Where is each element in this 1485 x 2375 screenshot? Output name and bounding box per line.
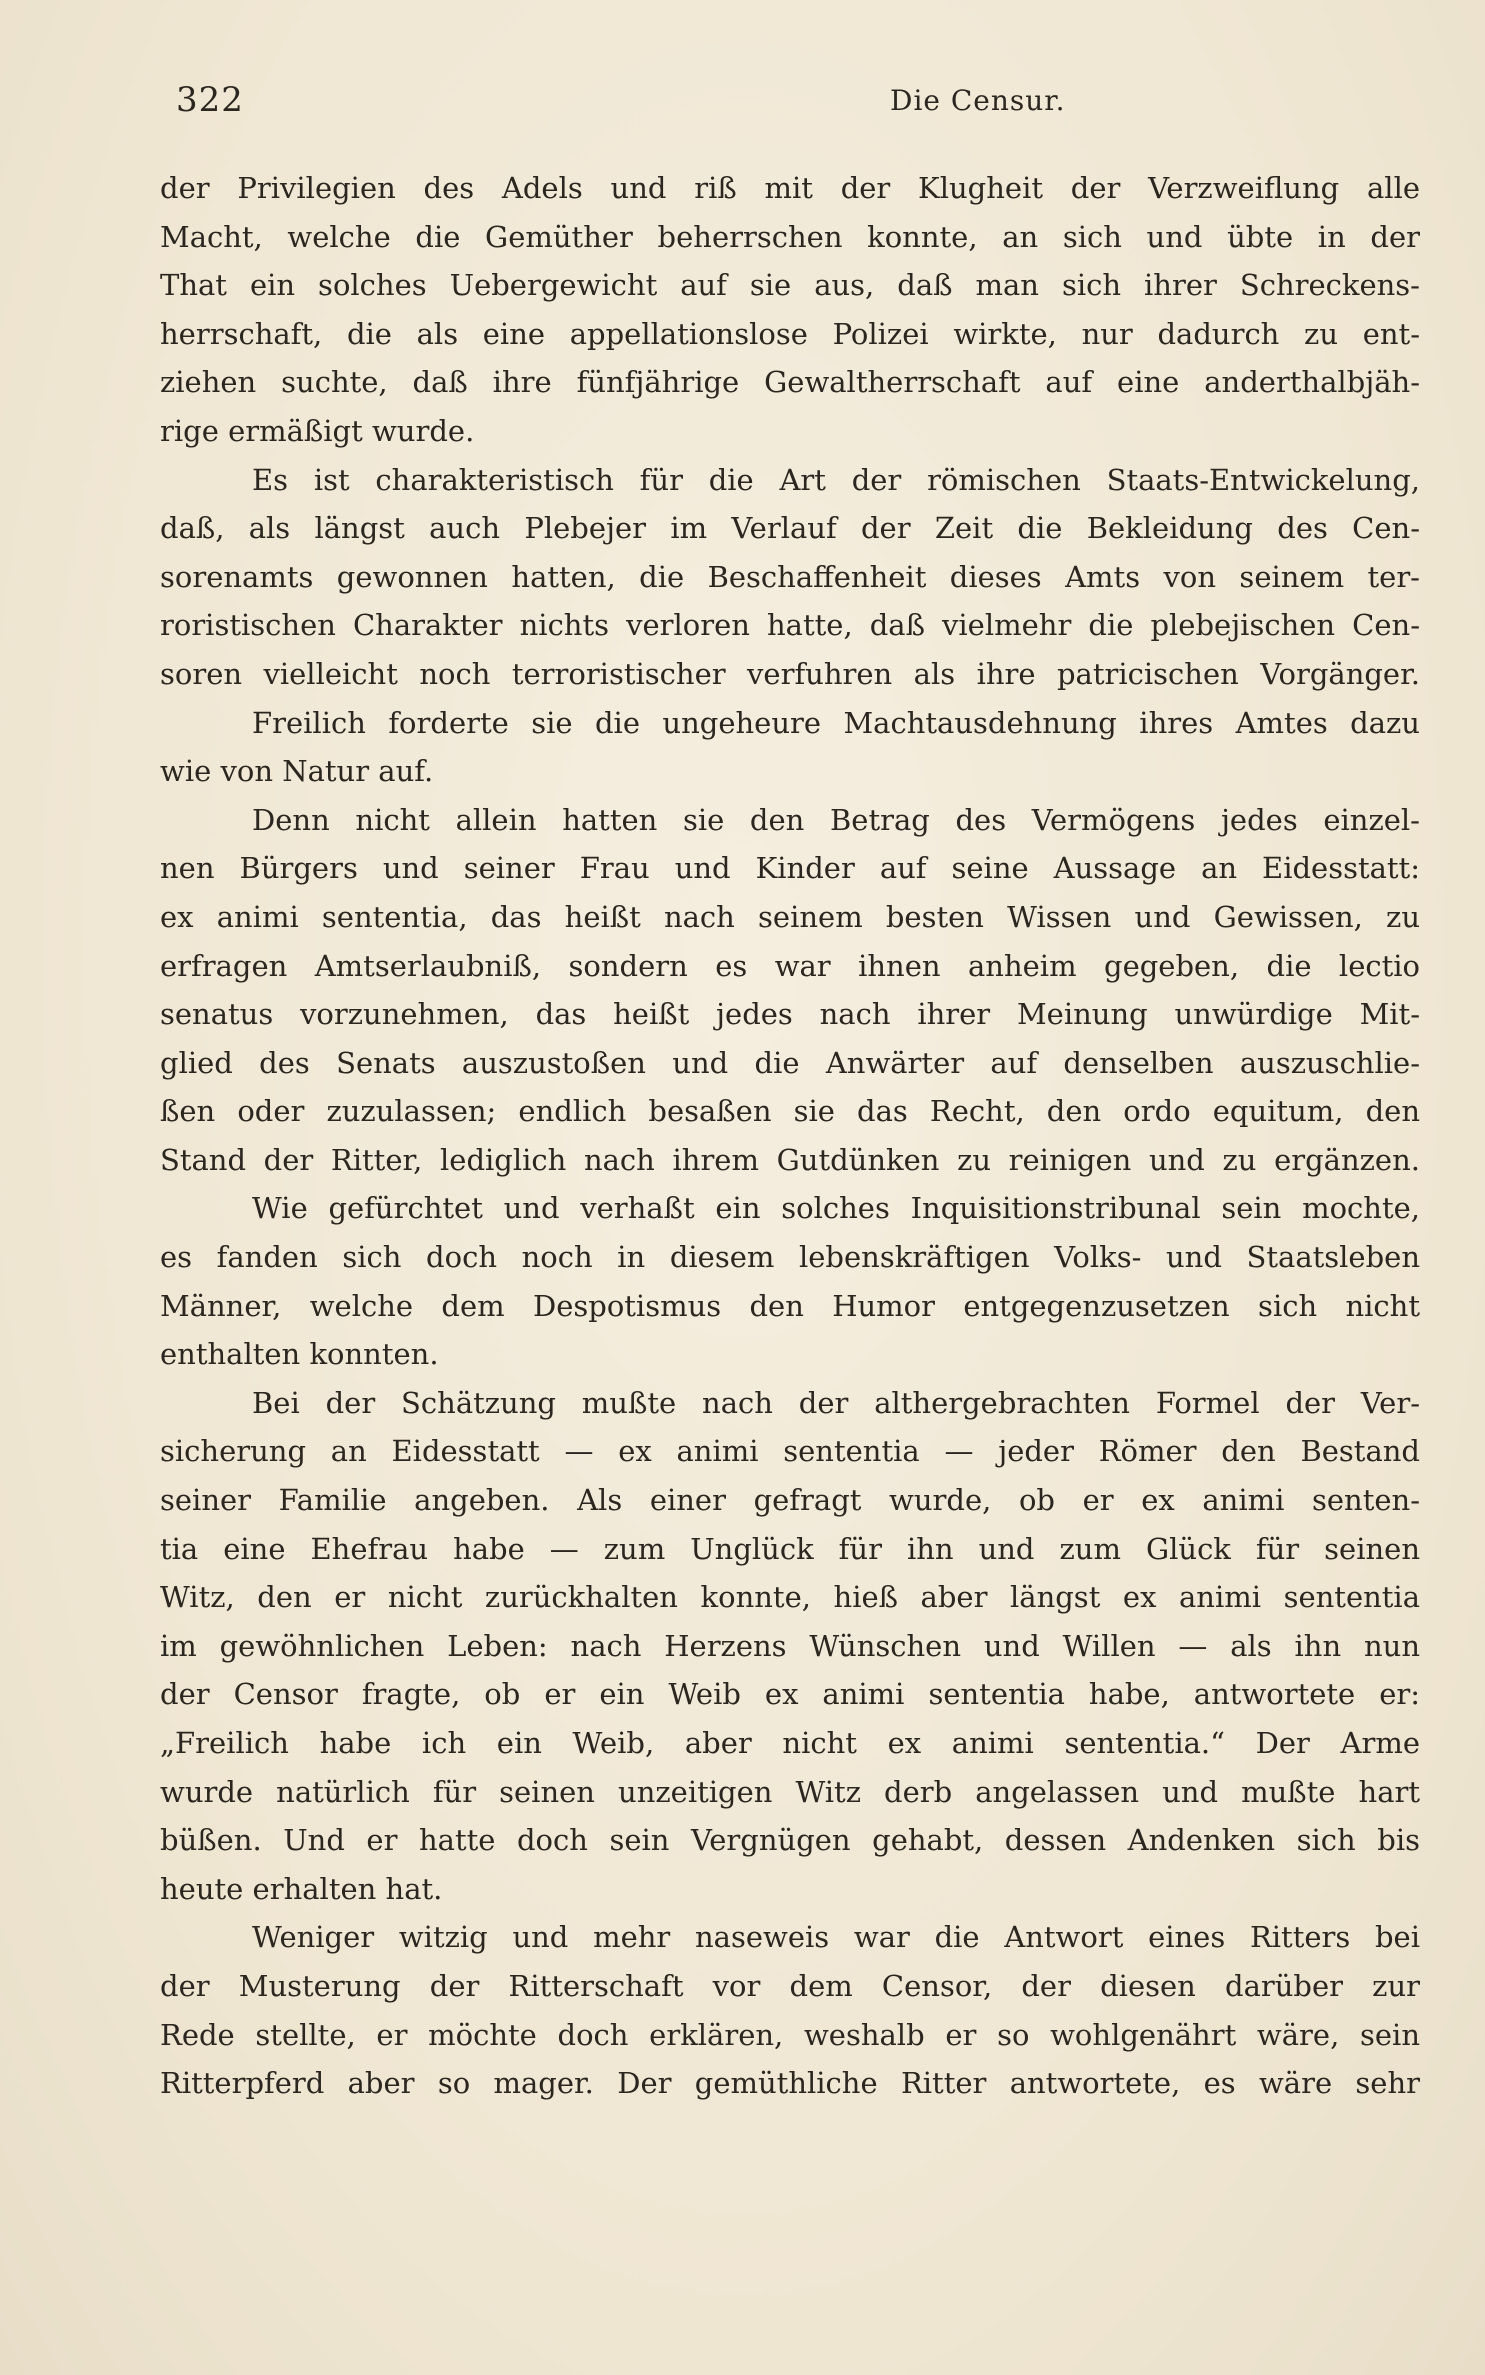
text-line: tia eine Ehefrau habe — zum Unglück für ihn und zum Glück für seinen — [160, 1531, 1420, 1566]
text-line: im gewöhnlichen Leben: nach Herzens Wünschen und Willen — als ihn nun — [160, 1628, 1420, 1663]
text-line: Wie gefürchtet und verhaßt ein solches Inquisitionstribunal sein mochte, — [252, 1191, 1420, 1226]
text-line: es fanden sich doch noch in diesem lebenskräftigen Volks- und Staatsleben — [160, 1240, 1420, 1275]
text-line: rige ermäßigt wurde. — [160, 413, 475, 448]
text-line: erfragen Amtserlaubniß, sondern es war ihnen anheim gegeben, die lectio — [160, 948, 1420, 983]
text-line: Bei der Schätzung mußte nach der althergebrachten Formel der Ver- — [252, 1385, 1420, 1420]
text-line: Macht, welche die Gemüther beherrschen konnte, an sich und übte in der — [160, 219, 1420, 254]
text-line: heute erhalten hat. — [160, 1871, 443, 1906]
text-line: senatus vorzunehmen, das heißt jedes nach ihrer Meinung unwürdige Mit- — [160, 997, 1420, 1032]
text-line: Witz, den er nicht zurückhalten konnte, hieß aber längst ex animi sententia — [160, 1580, 1420, 1615]
text-line: Denn nicht allein hatten sie den Betrag des Vermögens jedes einzel- — [252, 802, 1420, 837]
text-line: Männer, welche dem Despotismus den Humor entgegenzusetzen sich nicht — [160, 1288, 1420, 1323]
text-line: „Freilich habe ich ein Weib, aber nicht ex animi sententia.“ Der Arme — [160, 1726, 1420, 1760]
text-line: That ein solches Uebergewicht auf sie aus, daß man sich ihrer Schreckens- — [160, 268, 1420, 303]
text-line: Es ist charakteristisch für die Art der römischen Staats-Entwickelung, — [252, 462, 1420, 497]
text-line: der Privilegien des Adels und riß mit der Klugheit der Verzweiflung alle — [160, 171, 1420, 205]
text-line: büßen. Und er hatte doch sein Vergnügen gehabt, dessen Andenken sich bis — [160, 1823, 1420, 1858]
text-line: herrschaft, die als eine appellationslose Polizei wirkte, nur dadurch zu ent- — [160, 316, 1420, 351]
text-line: Ritterpferd aber so mager. Der gemüthliche Ritter antwortete, es wäre sehr — [160, 2066, 1420, 2101]
text-line: ßen oder zuzulassen; endlich besaßen sie das Recht, den ordo equitum, den — [160, 1094, 1420, 1129]
text-line: Freilich forderte sie die ungeheure Machtausdehnung ihres Amtes dazu — [252, 705, 1420, 740]
text-line: sorenamts gewonnen hatten, die Beschaffenheit dieses Amts von seinem ter- — [160, 559, 1420, 594]
text-line: Rede stellte, er möchte doch erklären, weshalb er so wohlgenährt wäre, sein — [160, 2017, 1420, 2052]
text-line: der Censor fragte, ob er ein Weib ex animi sententia habe, antwortete er: — [160, 1677, 1420, 1712]
text-line: glied des Senats auszustoßen und die Anwärter auf denselben auszuschlie- — [160, 1045, 1420, 1080]
text-line: soren vielleicht noch terroristischer verfuhren als ihre patricischen Vorgänger. — [160, 656, 1420, 691]
text-line: ziehen suchte, daß ihre fünfjährige Gewaltherrschaft auf eine anderthalbjäh- — [160, 365, 1420, 400]
text-line: nen Bürgers und seiner Frau und Kinder auf seine Aussage an Eidesstatt: — [160, 851, 1420, 886]
page-header — [170, 80, 1420, 130]
text-line: seiner Familie angeben. Als einer gefragt wurde, ob er ex animi senten- — [160, 1483, 1420, 1518]
text-line: daß, als längst auch Plebejer im Verlauf der Zeit die Bekleidung des Cen- — [160, 511, 1420, 546]
text-line: wurde natürlich für seinen unzeitigen Witz derb angelassen und mußte hart — [160, 1774, 1420, 1809]
body-text — [160, 164, 1420, 2108]
text-line: sicherung an Eidesstatt — ex animi sententia — jeder Römer den Bestand — [160, 1434, 1420, 1469]
text-line: roristischen Charakter nichts verloren hatte, daß vielmehr die plebejischen Cen- — [160, 608, 1420, 643]
text-line: wie von Natur auf. — [160, 754, 434, 789]
page-number: 322 — [176, 80, 244, 120]
text-line: der Musterung der Ritterschaft vor dem Censor, der diesen darüber zur — [160, 1968, 1420, 2003]
text-line: ex animi sententia, das heißt nach seinem besten Wissen und Gewissen, zu — [160, 899, 1420, 934]
text-line: enthalten konnten. — [160, 1337, 439, 1372]
text-line: Weniger witzig und mehr naseweis war die Antwort eines Ritters bei — [252, 1920, 1420, 1955]
text-line: Stand der Ritter, lediglich nach ihrem Gutdünken zu reinigen und zu ergänzen. — [160, 1142, 1420, 1177]
running-head: Die Censur. — [890, 84, 1066, 117]
